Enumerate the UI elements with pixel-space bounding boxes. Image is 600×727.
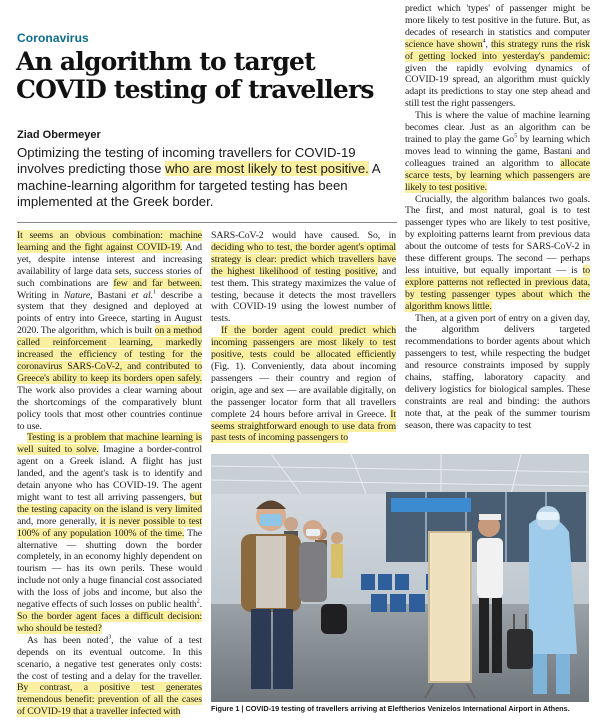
text: given the rapidly evolving dynamics of COVID-19 spread, an algorithm must quickly adapt its predictions to stay one step ahead and still test the right passengers. — [405, 62, 590, 110]
text: And yet, despite intense interest and increasing availability of large data sets, success stories of such combinations are — [17, 241, 202, 289]
highlight: this strategy runs the risk of getting locked into yesterday's pandemic: — [405, 38, 590, 62]
reference-marker: 4 — [482, 38, 486, 45]
et-al: et al. — [131, 289, 153, 301]
highlight: So the border agent faces a difficult decision: who should be tested? — [17, 611, 202, 634]
highlight: Testing is a problem that machine learning is well suited to solve. — [17, 432, 202, 456]
paragraph — [405, 110, 590, 193]
text: , the value of a test depends on its eventual outcome. In this scenario, a negative test generates only costs: the cost of testing and a delay for the traveller. — [17, 634, 202, 682]
text: Writing in — [17, 289, 64, 301]
section-label: Coronavirus — [17, 31, 89, 45]
airport-testing-illustration — [211, 454, 589, 702]
paragraph — [405, 194, 590, 313]
text: SARS-CoV-2 would have caused. So, in — [211, 230, 396, 241]
text: and, more generally, — [17, 515, 101, 527]
text: and test them. This strategy maximizes the value of testing, because it detects the most travellers with COVID-19 using the lowest number of tests. — [211, 265, 397, 325]
standfirst-text: Optimizing the testing of incoming travellers for COVID-19 involves predicting those — [17, 145, 356, 177]
paragraph — [17, 230, 202, 432]
text: describe a system that they designed and deployed at points of entry into Greece, starting in August 2020. The algorithm, which is built — [17, 289, 202, 337]
text: predict which 'types' of passenger might be more likely to test positive in the future. But, as decades of research in statistics and computer — [405, 3, 590, 38]
sign-board — [391, 498, 471, 512]
highlight: It seems an obvious combination: machine learning and the fight against COVID-19. — [17, 230, 202, 253]
highlight: but the testing capacity on the island is very limited — [17, 491, 202, 515]
standfirst — [17, 145, 387, 210]
highlight: it is never possible to test 100% of any population 100% of the time. — [17, 515, 202, 539]
article-headline: An algorithm to target COVID testing of travellers — [16, 47, 374, 104]
text: Then, at a given port of entry on a given day, the algorithm delivers targeted recommendations to border agents about which passengers to test, while respecting the budget and resource constraints imposed by supply chains, staffing, laboratory capacity and delivery logistics for biological samples. These constraints are real and binding: the authors note that, at the peak of the summer tourism season, there was capacity to test — [405, 312, 590, 431]
reference-marker: 5 — [514, 133, 517, 140]
paragraph — [405, 3, 590, 110]
screen-panel — [425, 532, 475, 698]
text: (Fig. 1). Conveniently, data about incoming passengers — their country and region of origin, age and sex — are available digitally, on the passenger locator form that all travellers complete 24 hours before arrival in Greece. — [211, 360, 396, 420]
body-column-3 — [405, 3, 590, 432]
text: Crucially, the algorithm balances two goals. The first, and most natural, goal is to test passenger types who are likely to test positive, by exploiting patterns learnt from previous data about the outcome of tests for SARS-CoV-2 in these different groups. The second — perhaps less intuitive, but equally important — is — [405, 193, 590, 276]
text: The work also provides a clear warning about the shortcomings of the comparatively blunt policy tools that most other countries continue to use. — [17, 384, 202, 432]
highlight: If the border agent could predict which incoming passengers are most likely to test positive, tests could be allocated efficiently — [211, 325, 396, 361]
highlight: few and far between. — [113, 277, 202, 289]
text: This is where the value of machine learning becomes clear. Just as an algorithm can be trained to play the game Go — [405, 110, 590, 145]
highlight: allocate scarce tests, by learning which passengers are likely to test positive. — [405, 157, 590, 193]
body-column-2 — [211, 230, 396, 444]
highlight: on a method called reinforcement learning, markedly increased the efficiency of testing for the coronavirus SARS-CoV-2, and contributed to Greece's ability to keep its borders open safely. — [17, 325, 202, 384]
paragraph — [17, 635, 202, 718]
journal-name: Nature — [63, 289, 91, 301]
ceiling — [211, 454, 589, 494]
paragraph — [211, 230, 396, 325]
text: As has been noted — [27, 634, 109, 646]
paragraph — [405, 313, 590, 432]
text: , Bastani — [90, 289, 132, 301]
reference-marker: 3 — [108, 634, 112, 641]
highlight: It seems straightforward enough to use data from past tests of incoming passengers to — [211, 408, 396, 444]
standfirst-highlight: who are most likely to test positive. — [165, 161, 369, 177]
highlight: science have shown — [405, 38, 483, 50]
figure-photo — [211, 454, 589, 702]
highlight: deciding who to test, the border agent's optimal strategy is clear: predict which travellers have the highest likelihood of testing positive, — [211, 241, 396, 277]
text: Imagine a border-control agent on a Greek island. A flight has just landed, and the agent's task is to identify and detain anyone who has COVID-19. The agent might want to test all arriving passengers, — [17, 444, 202, 503]
standfirst-text: A machine-learning algorithm for targeted testing has been implemented at the Greek border. — [17, 161, 380, 209]
author-name: Ziad Obermeyer — [17, 129, 101, 141]
body-column-1 — [17, 230, 202, 718]
reference-marker: 2 — [196, 598, 200, 605]
caption-text: Figure 1 | COVID-19 testing of travellers arriving at Eleftherios Venizelos International Airport in Athens. — [211, 704, 570, 713]
header-rule — [17, 222, 397, 223]
text: The alternative — shutting down the border completely, in an economy highly dependent on tourism — has its own perils. These would include not only a huge financial cost associated with the loss of jobs and income, but also the negative effects of such losses on public health — [17, 527, 203, 611]
figure-caption — [211, 704, 596, 713]
text: by learning which moves lead to winning the game, Bastani and colleagues trained an algorithm to — [405, 133, 590, 169]
highlight: By contrast, a positive test generates tremendous benefit: prevention of all the cases of COVID-19 that a traveller infected with — [17, 682, 202, 718]
text: . — [199, 599, 202, 611]
highlight: to explore patterns not reflected in previous data, by testing passenger types about which the algorithm knows little. — [405, 264, 590, 312]
paragraph — [17, 432, 202, 634]
text: , — [485, 38, 491, 50]
reference-marker: 1 — [152, 289, 156, 296]
paragraph — [211, 325, 396, 444]
